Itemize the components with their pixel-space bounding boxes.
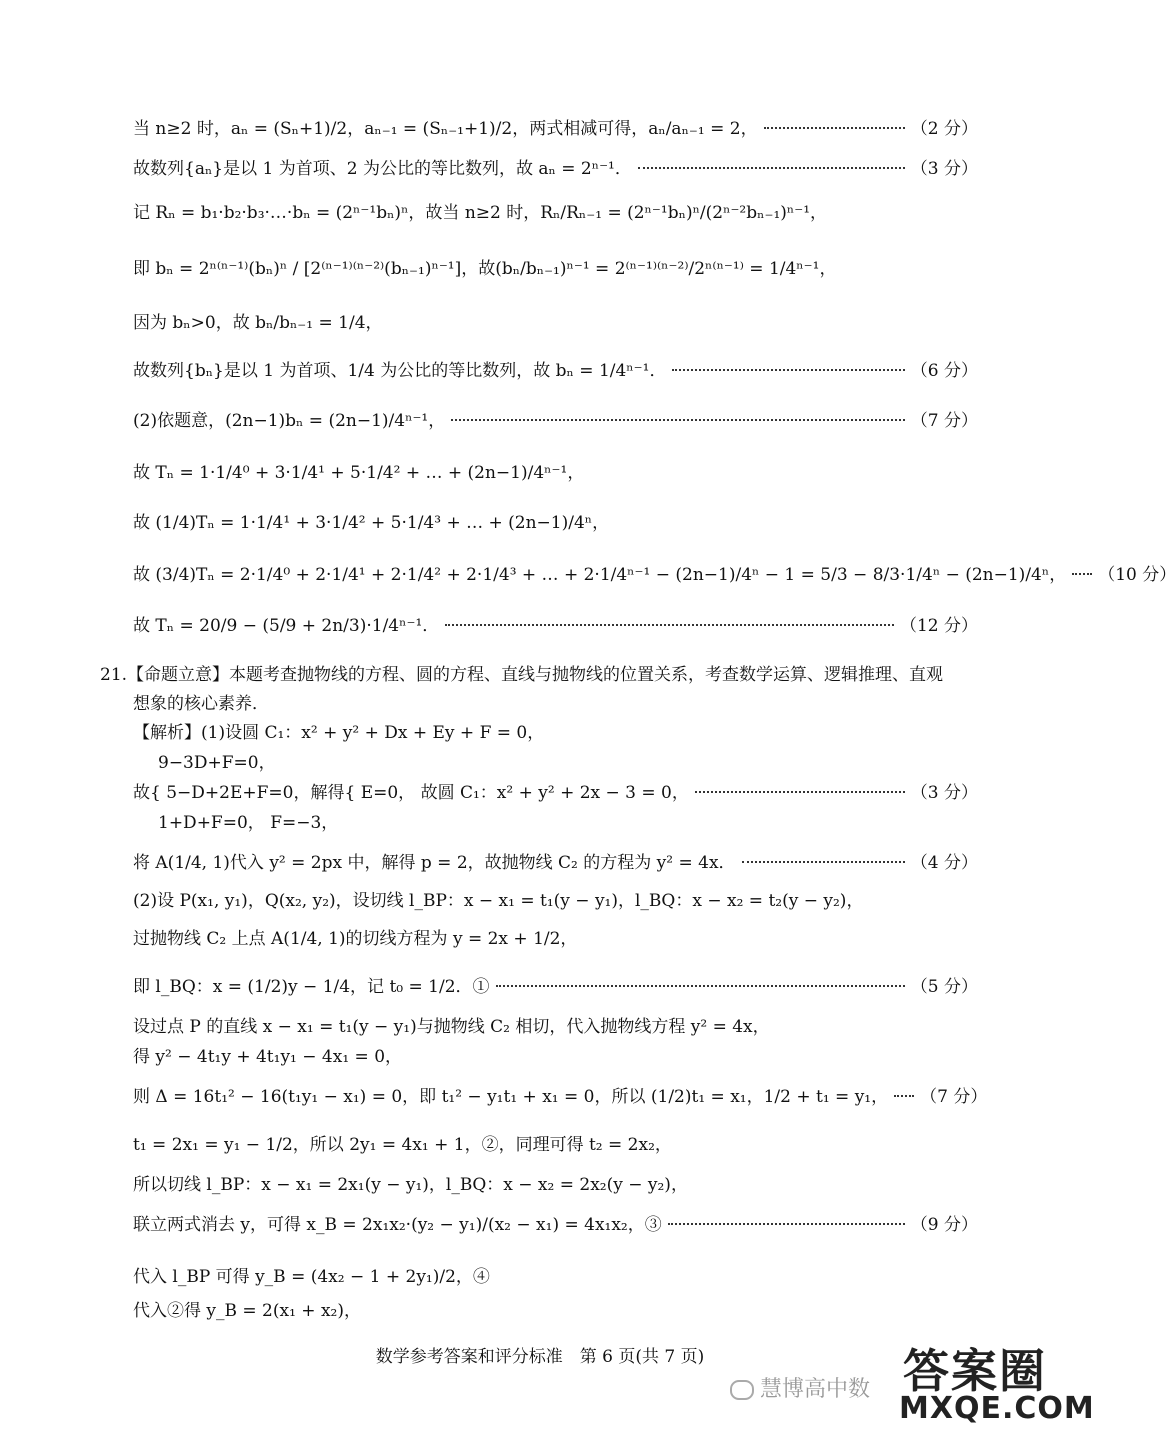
source-watermark: 慧博高中数: [730, 1372, 870, 1403]
equation-system-row: 9−3D+F=0，: [158, 752, 276, 773]
leader-dots: [894, 1095, 914, 1097]
solution-line: 记 Rₙ = b₁·b₂·b₃·…·bₙ = (2ⁿ⁻¹bₙ)ⁿ，故当 n≥2 时，Rₙ/Rₙ₋₁ = (2ⁿ⁻¹bₙ)ⁿ/(2ⁿ⁻²bₙ₋₁)ⁿ⁻¹，: [133, 202, 828, 223]
logo-url: MXQE.COM: [899, 1391, 1095, 1426]
solution-line: 【解析】(1)设圆 C₁：x² + y² + Dx + Ey + F = 0，: [133, 722, 545, 743]
question-heading: 21.【命题立意】本题考查抛物线的方程、圆的方程、直线与抛物线的位置关系，考查数学运算、逻辑推理、直观: [100, 664, 944, 685]
site-logo: [895, 1335, 1095, 1435]
solution-line: 将 A(1/4, 1)代入 y² = 2px 中，解得 p = 2，故抛物线 C₂ 的方程为 y² = 4x． （4 分）: [133, 842, 978, 878]
solution-line: 过抛物线 C₂ 上点 A(1/4, 1)的切线方程为 y = 2x + 1/2，: [133, 928, 578, 949]
logo-text: 答案圈: [903, 1344, 1047, 1398]
score-mark: （6 分）: [910, 360, 978, 381]
solution-line: 因为 bₙ>0，故 bₙ/bₙ₋₁ = 1/4，: [133, 312, 383, 333]
solution-line: (2)设 P(x₁, y₁)，Q(x₂, y₂)，设切线 l_BP：x − x₁ = t₁(y − y₁)，l_BQ：x − x₂ = t₂(y − y₂)，: [133, 890, 864, 911]
score-mark: （3 分）: [910, 158, 978, 179]
leader-dots: [695, 791, 905, 793]
solution-line: 所以切线 l_BP：x − x₁ = 2x₁(y − y₁)，l_BQ：x − x₂ = 2x₂(y − y₂)，: [133, 1174, 688, 1195]
solution-line: 故数列{aₙ}是以 1 为首项、2 为公比的等比数列，故 aₙ = 2ⁿ⁻¹． （3 分）: [133, 148, 978, 184]
solution-line: t₁ = 2x₁ = y₁ − 1/2，所以 2y₁ = 4x₁ + 1，②，同理可得 t₂ = 2x₂，: [133, 1134, 672, 1155]
leader-dots: [672, 369, 904, 371]
solution-line: 故{ 5−D+2E+F=0，解得{ E=0， 故圆 C₁：x² + y² + 2x − 3 = 0， （3 分）: [133, 772, 978, 808]
score-mark: （3 分）: [910, 782, 978, 803]
page-footer: 数学参考答案和评分标准 第 6 页(共 7 页): [375, 1347, 705, 1367]
score-mark: （12 分）: [899, 615, 978, 636]
solution-line: 即 bₙ = 2ⁿ⁽ⁿ⁻¹⁾(bₙ)ⁿ / [2⁽ⁿ⁻¹⁾⁽ⁿ⁻²⁾(bₙ₋₁)ⁿ⁻¹]，故(bₙ/bₙ₋₁)ⁿ⁻¹ = 2⁽ⁿ⁻¹⁾⁽ⁿ⁻²⁾/2ⁿ⁽ⁿ⁻¹⁾ = 1/4ⁿ⁻¹，: [133, 258, 837, 279]
solution-line: 故 Tₙ = 20/9 − (5/9 + 2n/3)·1/4ⁿ⁻¹． （12 分）: [133, 605, 978, 641]
leader-dots: [496, 985, 905, 987]
solution-line: 想象的核心素养．: [133, 693, 269, 714]
solution-line: 得 y² − 4t₁y + 4t₁y₁ − 4x₁ = 0，: [133, 1046, 403, 1067]
solution-line: (2)依题意，(2n−1)bₙ = (2n−1)/4ⁿ⁻¹， （7 分）: [133, 400, 978, 436]
wechat-icon: [730, 1380, 754, 1400]
score-mark: （7 分）: [910, 410, 978, 431]
leader-dots: [445, 624, 894, 626]
leader-dots: [1072, 573, 1092, 575]
leader-dots: [638, 167, 905, 169]
leader-dots: [742, 861, 905, 863]
solution-line: 故数列{bₙ}是以 1 为首项、1/4 为公比的等比数列，故 bₙ = 1/4ⁿ⁻¹． （6 分）: [133, 350, 978, 386]
equation-system-row: 1+D+F=0， F=−3，: [158, 812, 339, 833]
leader-dots: [764, 127, 905, 129]
solution-line: 即 l_BQ：x = (1/2)y − 1/4，记 t₀ = 1/2．① （5 分）: [133, 966, 978, 1002]
leader-dots: [668, 1223, 905, 1225]
solution-line: 故 Tₙ = 1·1/4⁰ + 3·1/4¹ + 5·1/4² + … + (2n−1)/4ⁿ⁻¹，: [133, 462, 585, 483]
solution-line: 联立两式消去 y，可得 x_B = 2x₁x₂·(y₂ − y₁)/(x₂ − x₁) = 4x₁x₂，③ （9 分）: [133, 1204, 978, 1240]
score-mark: （7 分）: [920, 1086, 988, 1107]
score-mark: （10 分）: [1098, 564, 1176, 585]
score-mark: （4 分）: [910, 852, 978, 873]
solution-line: 代入 l_BP 可得 y_B = (4x₂ − 1 + 2y₁)/2，④: [133, 1266, 490, 1287]
solution-line: 则 Δ = 16t₁² − 16(t₁y₁ − x₁) = 0，即 t₁² − y₁t₁ + x₁ = 0，所以 (1/2)t₁ = x₁，1/2 + t₁ = y₁， （7 分）: [133, 1076, 978, 1112]
solution-line: 代入②得 y_B = 2(x₁ + x₂)，: [133, 1300, 361, 1321]
solution-line: 故 (1/4)Tₙ = 1·1/4¹ + 3·1/4² + 5·1/4³ + … + (2n−1)/4ⁿ，: [133, 512, 610, 533]
solution-line: 当 n≥2 时，aₙ = (Sₙ+1)/2，aₙ₋₁ = (Sₙ₋₁+1)/2，两式相减可得，aₙ/aₙ₋₁ = 2， （2 分）: [133, 108, 978, 144]
solution-line: 故 (3/4)Tₙ = 2·1/4⁰ + 2·1/4¹ + 2·1/4² + 2·1/4³ + … + 2·1/4ⁿ⁻¹ − (2n−1)/4ⁿ − 1 = 5/3 − 8/3·1/4ⁿ − (2n−1)/4ⁿ， （10 分）: [133, 554, 978, 590]
score-mark: （9 分）: [910, 1214, 978, 1235]
score-mark: （5 分）: [910, 976, 978, 997]
score-mark: （2 分）: [910, 118, 978, 139]
leader-dots: [451, 419, 905, 421]
solution-line: 设过点 P 的直线 x − x₁ = t₁(y − y₁)与抛物线 C₂ 相切，代入抛物线方程 y² = 4x，: [133, 1016, 770, 1037]
